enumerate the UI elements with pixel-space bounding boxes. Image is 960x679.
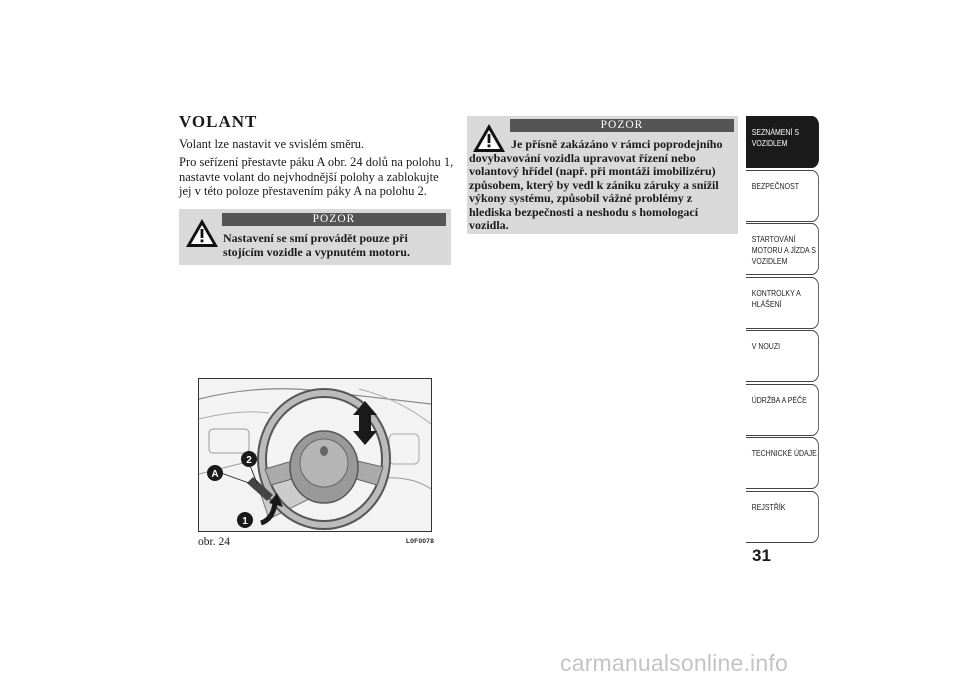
warning-text: Je přísně zakázáno v rámci poprodejního dovybavování vozidla upravovat řízení nebo volantový hřídel (např. při montáži imobilizéru) způsobem, který by vedl k zániku záruky a snížil výkony systému, způsobil vážné problémy z hlediska bezpečnosti a neshodu s homologací vozidla. [469,137,723,232]
warning-triangle-icon [184,217,220,249]
chapter-tabs [746,116,819,544]
steering-wheel-figure [198,378,432,532]
tab-rejstrik[interactable]: REJSTŘÍK [746,491,819,543]
figure-caption: obr. 24 [198,536,230,548]
intro-paragraph: Volant lze nastavit ve svislém směru. [179,137,365,151]
adjustment-paragraph: Pro seřízení přestavte páku A obr. 24 dolů na polohu 1, nastavte volant do nejvhodnější polohy a zablokujte jej v této poloze přestavením páky A na polohu 2. [179,155,454,198]
watermark: carmanualsonline.info [560,650,788,676]
svg-text:1: 1 [242,516,248,527]
tab-kontrolky[interactable]: KONTROLKY A HLÁŠENÍ [746,277,819,329]
figure-code: L0F0078 [406,538,435,545]
warning-box-adjustment [179,209,451,265]
warning-label: POZOR [222,213,446,226]
tab-v-nouzi[interactable]: V NOUZI [746,330,819,382]
warning-label: POZOR [510,119,734,132]
tab-startovani[interactable]: STARTOVÁNÍ MOTORU A JÍZDA S VOZIDLEM [746,223,819,275]
tab-technicke[interactable]: TECHNICKÉ ÚDAJE [746,437,819,489]
svg-text:A: A [211,469,219,480]
marker-2 [241,451,257,467]
warning-text: Nastavení se smí provádět pouze při stojícím vozidle a vypnutém motoru. [223,231,410,259]
tab-bezpecnost[interactable]: BEZPEČNOST [746,170,819,222]
marker-1 [237,512,253,528]
tab-udrzba[interactable]: ÚDRŽBA A PÉČE [746,384,819,436]
warning-box-modification [467,116,738,234]
section-title: VOLANT [179,112,258,131]
page-number: 31 [752,546,771,565]
tab-seznameni[interactable]: SEZNÁMENÍ S VOZIDLEM [746,116,819,168]
marker-a [207,465,223,481]
steering-wheel-illustration [199,379,431,531]
svg-text:2: 2 [246,455,252,466]
